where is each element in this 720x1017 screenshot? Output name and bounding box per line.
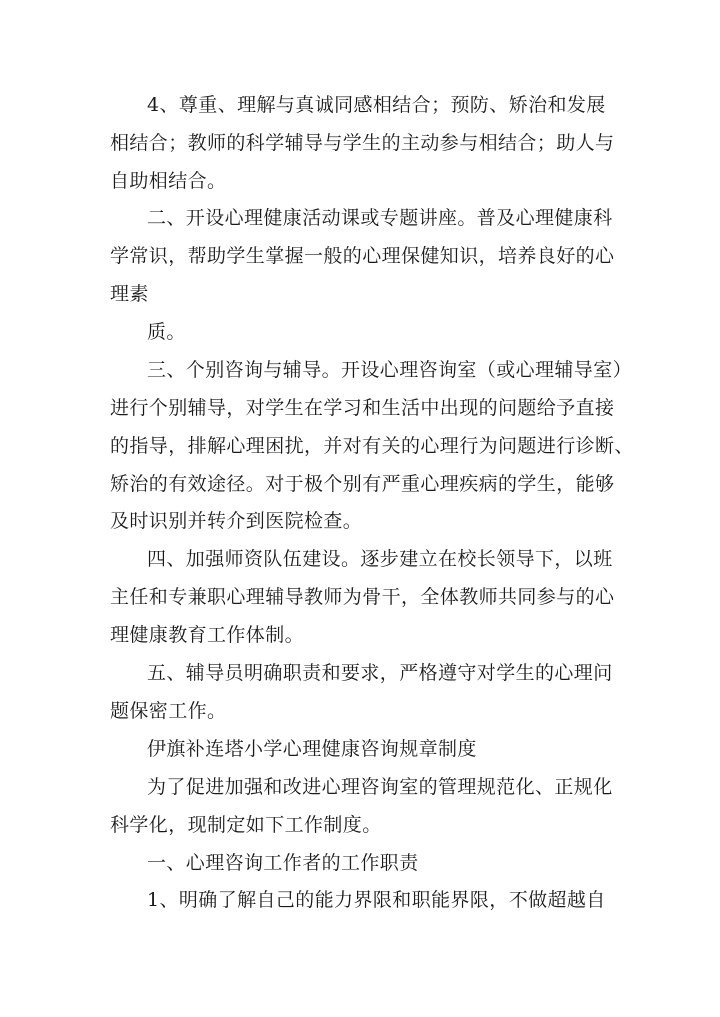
text-line: 的指导，排解心理困扰，并对有关的心理行为问题进行诊断、 (110, 435, 634, 457)
text-line: 四、加强师资队伍建设。逐步建立在校长领导下，以班 (147, 548, 613, 570)
text-line: 五、辅导员明确职责和要求，严格遵守对学生的心理问 (147, 662, 613, 684)
text-line: 题保密工作。 (110, 700, 227, 722)
text-line: 矫治的有效途径。对于极个别有严重心理疾病的学生，能够 (110, 473, 615, 495)
text-line: 质。 (147, 321, 186, 343)
text-line: 为了促进加强和改进心理咨询室的管理规范化、正规化 (147, 776, 613, 798)
text-line: 4、尊重、理解与真诚同感相结合；预防、矫治和发展 (147, 94, 606, 116)
text-line: 自助相结合。 (110, 170, 227, 192)
text-line: 学常识，帮助学生掌握一般的心理保健知识，培养良好的心 (110, 245, 615, 267)
section-heading: 一、心理咨询工作者的工作职责 (147, 852, 419, 874)
text-line: 进行个别辅导，对学生在学习和生活中出现的问题给予直接 (110, 397, 615, 419)
text-line: 理健康教育工作体制。 (110, 624, 305, 646)
section-title: 伊旗补连塔小学心理健康咨询规章制度 (147, 738, 477, 760)
text-line: 科学化，现制定如下工作制度。 (110, 814, 382, 836)
text-line: 及时识别并转介到医院检查。 (110, 510, 363, 532)
text-line: 主任和专兼职心理辅导教师为骨干，全体教师共同参与的心 (110, 586, 615, 608)
text-line: 理素 (110, 283, 149, 305)
text-line: 三、个别咨询与辅导。开设心理咨询室（或心理辅导室） (147, 359, 633, 381)
text-line: 相结合；教师的科学辅导与学生的主动参与相结合；助人与 (110, 132, 615, 154)
text-line: 1、明确了解自己的能力界限和职能界限，不做超越自 (147, 889, 606, 911)
text-line: 二、开设心理健康活动课或专题讲座。普及心理健康科 (147, 207, 613, 229)
